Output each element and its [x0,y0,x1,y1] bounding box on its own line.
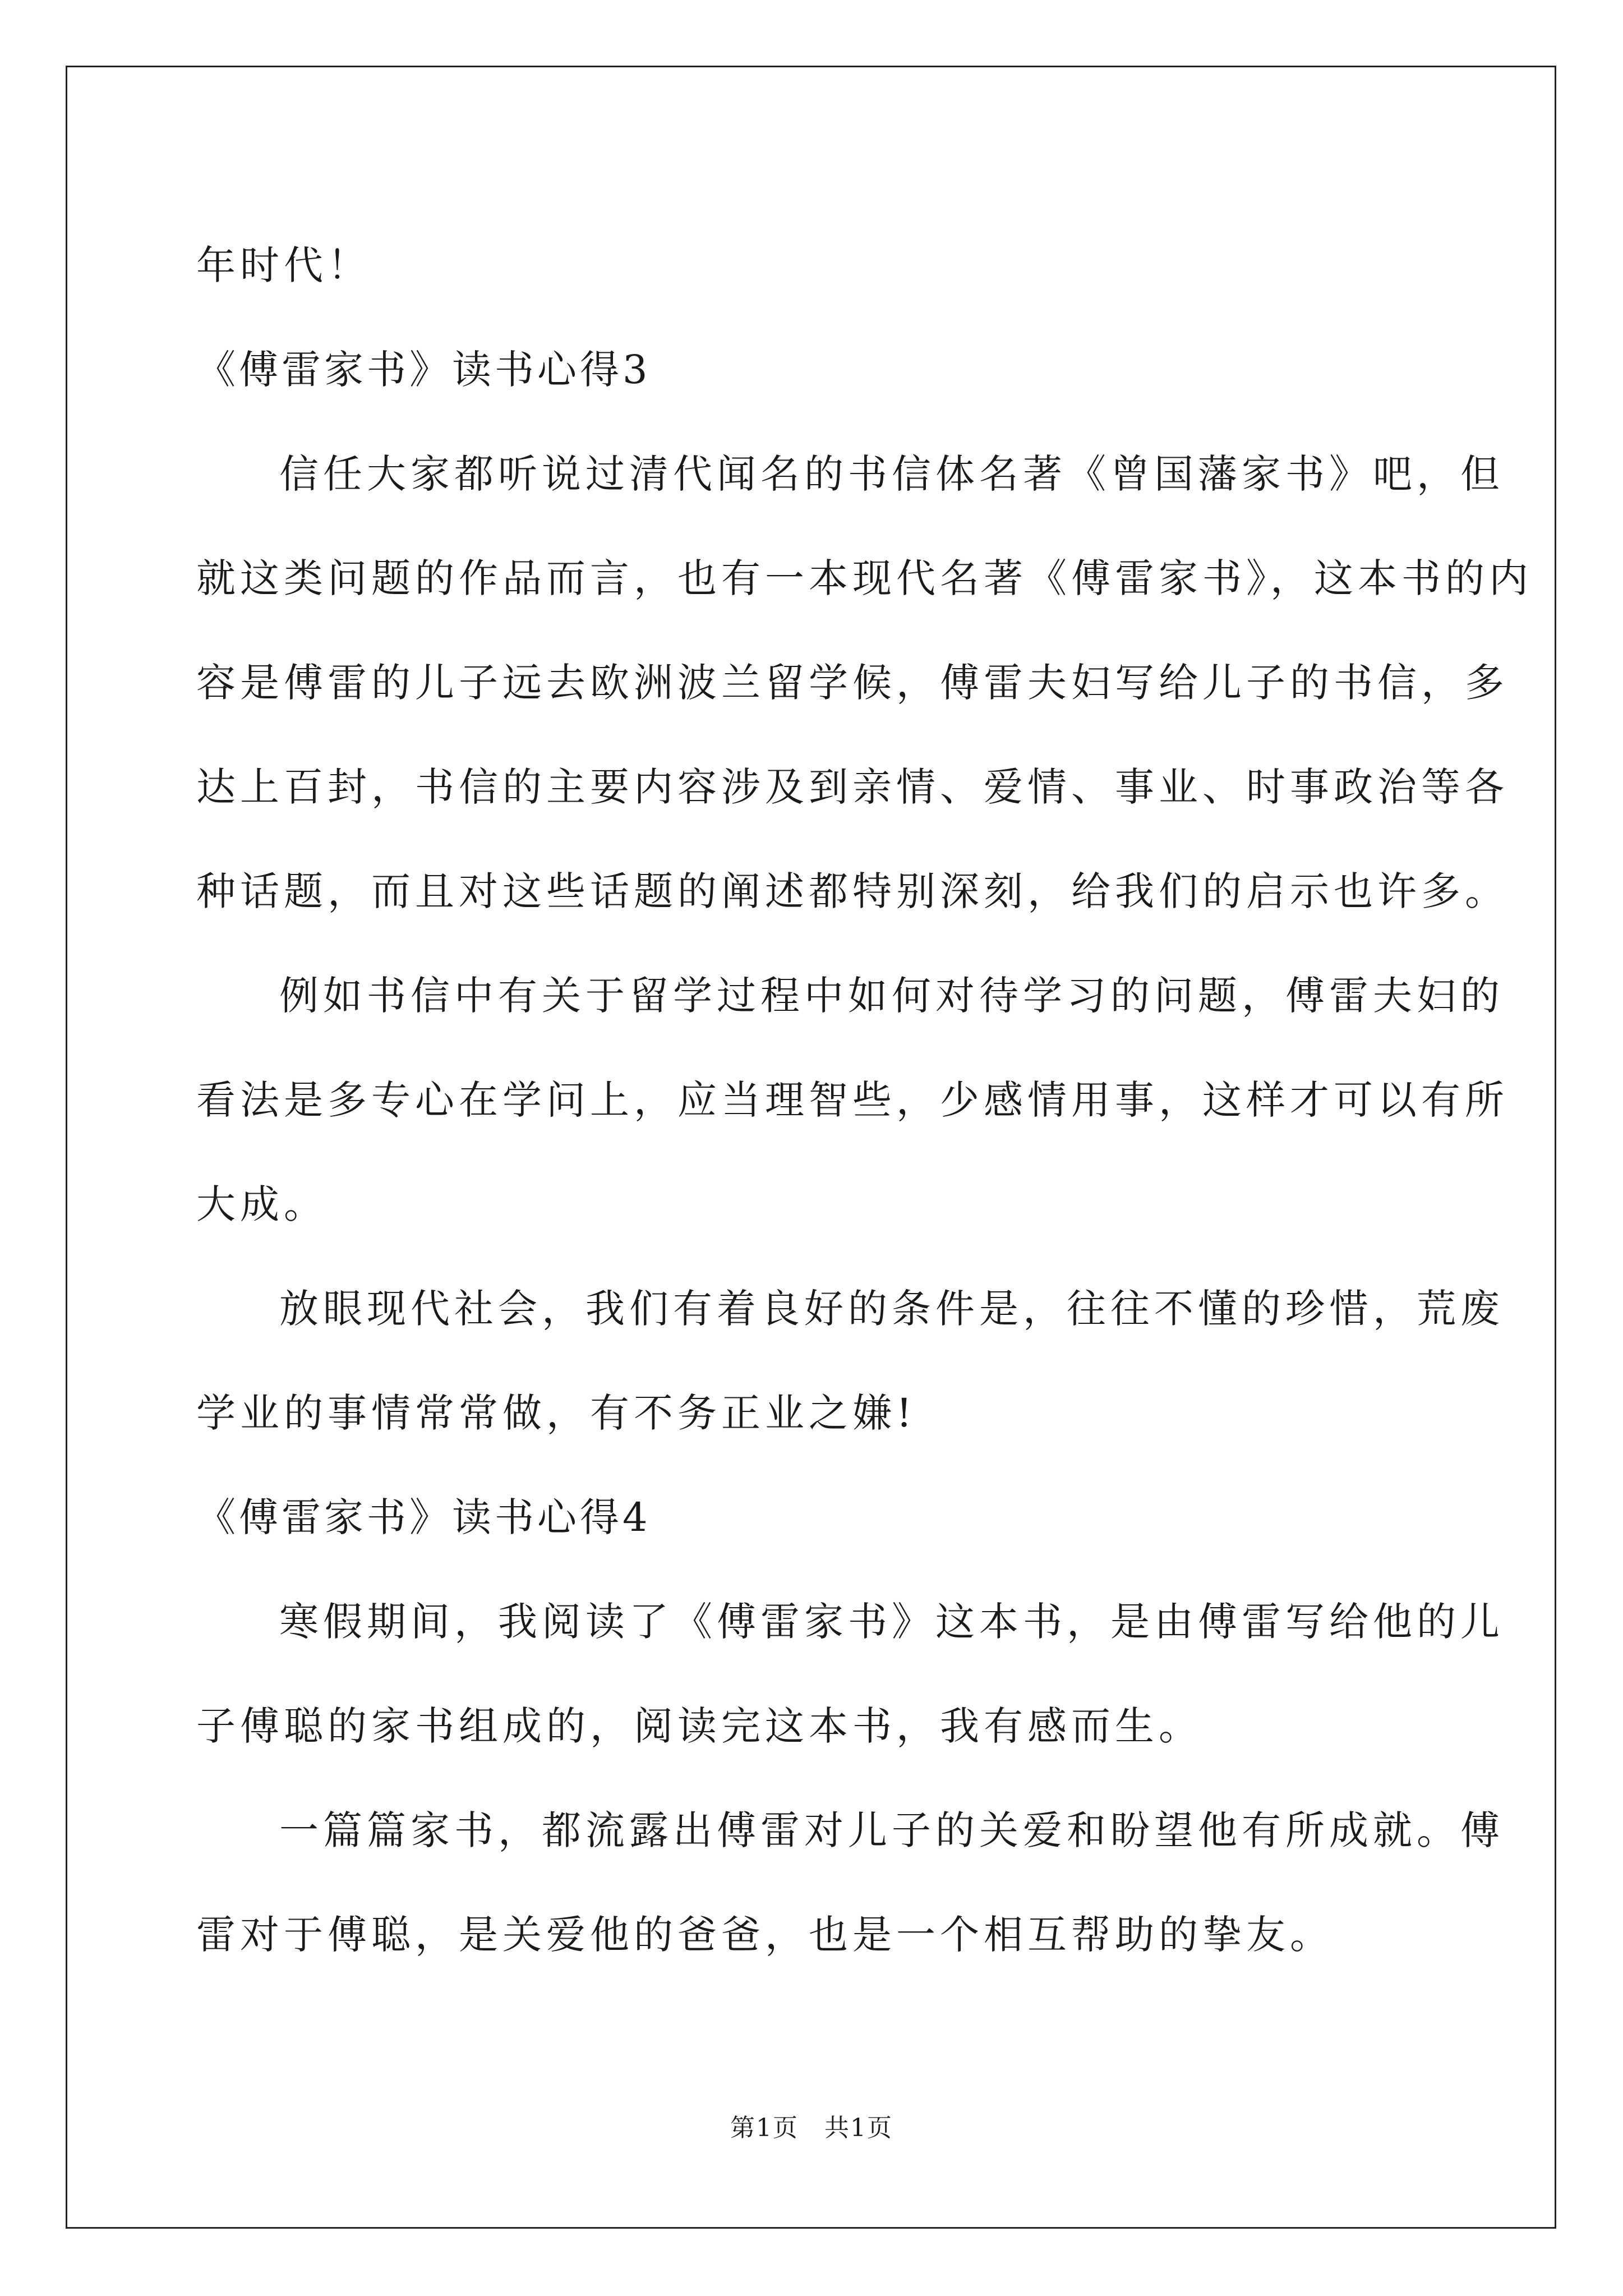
paragraph-line: 就这类问题的作品而言，也有一本现代名著《傅雷家书》，这本书的内 [196,555,1533,601]
paragraph-line: 学业的事情常常做，有不务正业之嫌! [196,1390,917,1436]
paragraph-line: 一篇篇家书，都流露出傅雷对儿子的关爱和盼望他有所成就。傅 [279,1807,1504,1853]
paragraph-line: 雷对于傅聪，是关爱他的爸爸，也是一个相互帮助的挚友。 [196,1912,1334,1958]
paragraph-line: 放眼现代社会，我们有着良好的条件是，往往不懂的珍惜，荒废 [279,1286,1504,1332]
paragraph-line: 容是傅雷的儿子远去欧洲波兰留学候，傅雷夫妇写给儿子的书信，多 [196,660,1509,706]
section-heading-4: 《傅雷家书》读书心得4 [196,1494,651,1540]
body-line: 年时代！ [196,242,371,288]
paragraph-line: 子傅聪的家书组成的，阅读完这本书，我有感而生。 [196,1703,1202,1749]
paragraph-line: 看法是多专心在学问上，应当理智些，少感情用事，这样才可以有所 [196,1077,1509,1123]
paragraph-line: 种话题，而且对这些话题的阐述都特别深刻，给我们的启示也许多。 [196,868,1509,914]
paragraph-line: 信任大家都听说过清代闻名的书信体名著《曾国藩家书》吧，但 [279,451,1504,497]
paragraph-line: 大成。 [196,1181,328,1227]
paragraph-line: 寒假期间，我阅读了《傅雷家书》这本书，是由傅雷写给他的儿 [279,1599,1504,1645]
page-number-footer: 第1页 共1页 [730,2114,893,2142]
paragraph-line: 达上百封，书信的主要内容涉及到亲情、爱情、事业、时事政治等各 [196,764,1509,810]
paragraph-line: 例如书信中有关于留学过程中如何对待学习的问题，傅雷夫妇的 [279,973,1504,1019]
document-body [196,213,1533,1987]
section-heading-3: 《傅雷家书》读书心得3 [196,347,651,393]
